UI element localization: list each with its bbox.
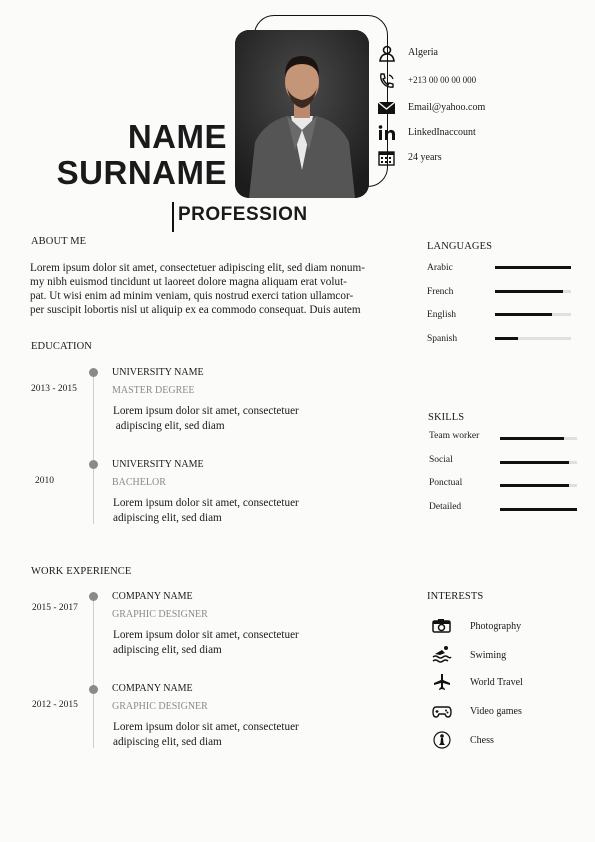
languages-label: French	[427, 286, 454, 297]
work-date: 2015 - 2017	[32, 603, 78, 613]
education-school: UNIVERSITY NAME	[112, 459, 204, 470]
work-company: COMPANY NAME	[112, 591, 193, 602]
about-text	[30, 261, 392, 317]
contact-linkedin: LinkedInaccount	[408, 127, 476, 138]
skills-label: Team worker	[429, 431, 480, 441]
education-title: EDUCATION	[31, 341, 92, 352]
languages-label: Arabic	[427, 263, 453, 273]
work-timeline	[93, 596, 94, 748]
skills-bar-fill	[500, 508, 577, 511]
linkedin-icon	[377, 124, 397, 142]
camera-icon	[432, 617, 452, 635]
education-school: UNIVERSITY NAME	[112, 367, 204, 378]
desc-line: Lorem ipsum dolor sit amet, consectetuer	[113, 405, 299, 417]
languages-bar-track	[495, 266, 571, 269]
timeline-dot	[89, 592, 98, 601]
profile-photo	[235, 30, 369, 198]
skills-title: SKILLS	[428, 412, 465, 423]
desc-line: adipiscing elit, sed diam	[113, 419, 225, 432]
timeline-dot	[89, 460, 98, 469]
work-title: WORK EXPERIENCE	[31, 566, 132, 577]
skills-label: Detailed	[429, 501, 462, 512]
languages-bar-fill	[495, 337, 518, 340]
swimmer-icon	[432, 645, 452, 663]
profession-title: PROFESSION	[178, 204, 308, 225]
email-icon	[377, 99, 397, 117]
contact-email: Email@yahoo.com	[408, 102, 486, 113]
skills-label: Ponctual	[429, 478, 463, 488]
languages-bar-fill	[495, 290, 563, 293]
languages-bar-track	[495, 337, 571, 340]
desc-line: adipiscing elit, sed diam	[113, 643, 222, 656]
desc-line: Lorem ipsum dolor sit amet, consectetuer	[113, 629, 299, 641]
skills-bar-track	[500, 484, 577, 487]
timeline-dot	[89, 368, 98, 377]
gamepad-icon	[432, 702, 452, 720]
last-name: SURNAME	[56, 154, 227, 191]
airplane-icon	[432, 673, 452, 691]
calendar-icon	[377, 149, 397, 167]
work-desc	[113, 628, 299, 657]
languages-bar-track	[495, 313, 571, 316]
about-title: ABOUT ME	[31, 236, 87, 247]
education-desc	[113, 404, 299, 433]
interest-label: Photography	[470, 621, 522, 632]
work-role: GRAPHIC DESIGNER	[112, 609, 208, 620]
education-degree: BACHELOR	[112, 477, 166, 488]
work-company: COMPANY NAME	[112, 683, 193, 694]
languages-label: Spanish	[427, 333, 458, 344]
contact-phone: +213 00 00 00 000	[408, 75, 477, 85]
languages-label: English	[427, 310, 457, 320]
contact-location: Algeria	[408, 47, 438, 58]
skills-bar-fill	[500, 484, 569, 487]
interest-label: Chess	[470, 735, 494, 746]
about-line: Lorem ipsum dolor sit amet, consectetuer adipiscing elit, sed diam nonum-	[30, 262, 365, 274]
interest-label: Video games	[470, 706, 522, 717]
education-degree: MASTER DEGREE	[112, 385, 195, 396]
interests-title: INTERESTS	[427, 591, 484, 602]
skills-label: Social	[429, 454, 453, 465]
about-line: per suscipit lobortis nisl ut aliquip ex ea commodo consequat. Duis autem	[30, 304, 361, 316]
chess-pawn-icon	[432, 731, 452, 749]
languages-bar-fill	[495, 313, 552, 316]
education-date: 2010	[35, 476, 54, 486]
desc-line: adipiscing elit, sed diam	[113, 511, 222, 524]
skills-bar-fill	[500, 461, 569, 464]
interest-label: Swiming	[470, 650, 507, 661]
education-timeline	[93, 372, 94, 524]
location-icon	[377, 44, 397, 62]
work-date: 2012 - 2015	[32, 700, 78, 710]
desc-line: adipiscing elit, sed diam	[113, 735, 222, 748]
education-date: 2013 - 2015	[31, 384, 77, 394]
timeline-dot	[89, 685, 98, 694]
work-desc	[113, 720, 299, 749]
skills-bar-fill	[500, 437, 564, 440]
profession-divider	[172, 202, 174, 232]
languages-title: LANGUAGES	[427, 241, 493, 252]
skills-bar-track	[500, 461, 577, 464]
contact-age: 24 years	[408, 152, 442, 163]
education-desc	[113, 496, 299, 525]
interest-label: World Travel	[470, 677, 523, 688]
phone-icon	[377, 72, 397, 90]
languages-bar-track	[495, 290, 571, 293]
skills-bar-track	[500, 508, 577, 511]
skills-bar-track	[500, 437, 577, 440]
about-line: pat. Ut wisi enim ad minim veniam, quis nostrud exerci tation ullamcor-	[30, 290, 354, 302]
languages-bar-fill	[495, 266, 571, 269]
first-name: NAME	[127, 118, 227, 155]
work-role: GRAPHIC DESIGNER	[112, 701, 208, 712]
desc-line: Lorem ipsum dolor sit amet, consectetuer	[113, 721, 299, 733]
about-line: my nibh euismod tincidunt ut laoreet dolore magna aliquam erat volut-	[30, 276, 347, 288]
desc-line: Lorem ipsum dolor sit amet, consectetuer	[113, 497, 299, 509]
